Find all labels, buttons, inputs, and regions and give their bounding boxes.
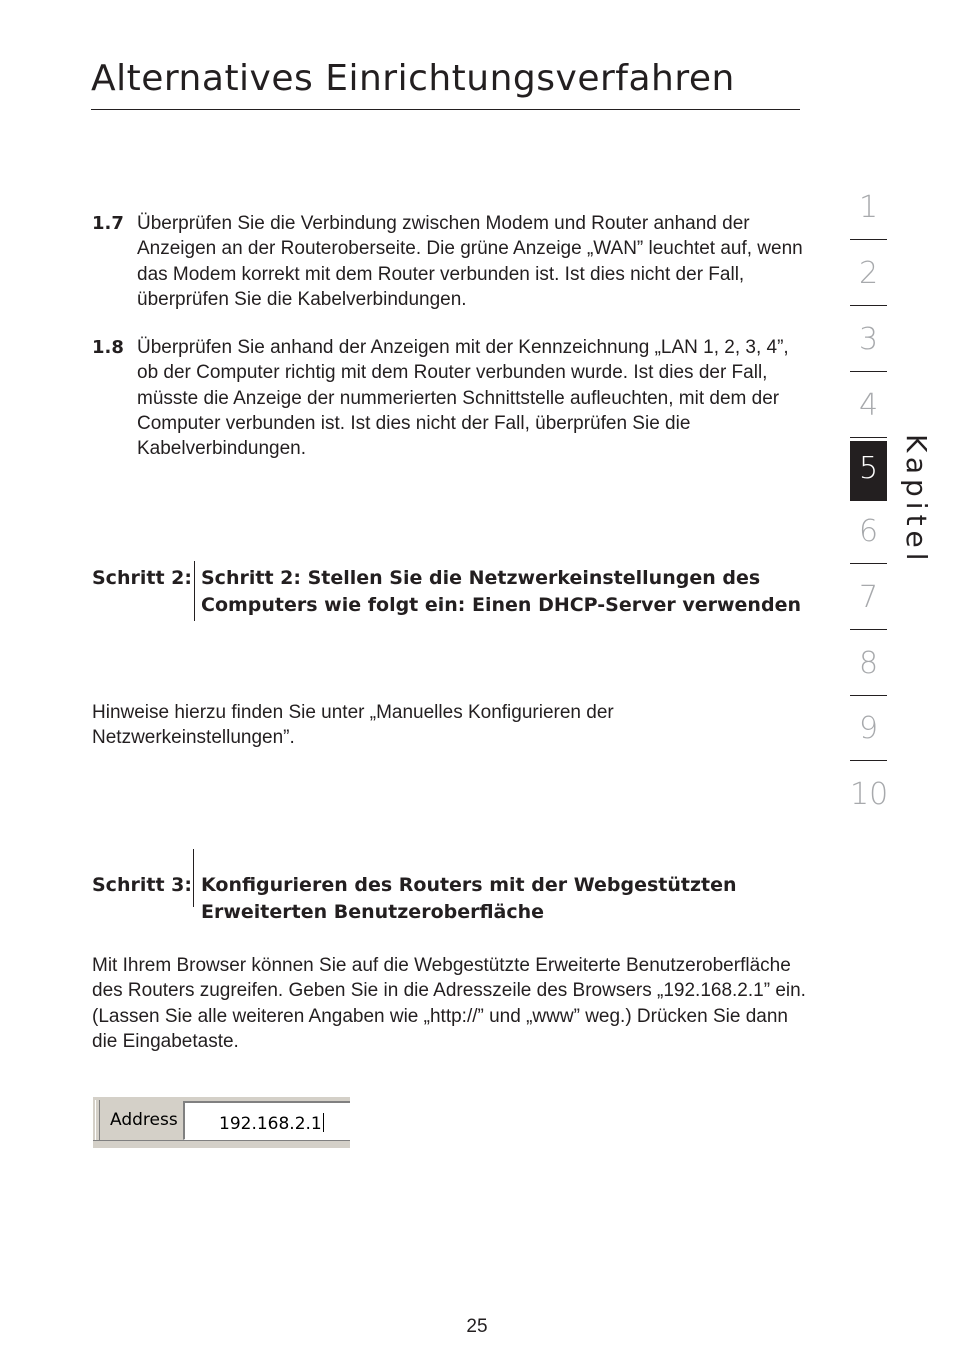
step-1-8 xyxy=(92,335,804,461)
page-title: Alternatives Einrichtungsverfahren xyxy=(91,58,735,99)
page-number: 25 xyxy=(466,1316,488,1337)
chapter-item-9: 9 xyxy=(850,701,887,761)
chapter-item-1: 1 xyxy=(850,180,887,240)
chapter-item-2: 2 xyxy=(850,246,887,306)
schritt-divider xyxy=(194,561,195,621)
address-bar-highlight xyxy=(93,1096,350,1097)
schritt-2-body: Hinweise hierzu finden Sie unter „Manuelles Konfigurieren der Netzwerkeinstellungen”. xyxy=(92,702,614,749)
text-caret-icon xyxy=(323,1113,324,1132)
toolbar-grip-icon xyxy=(95,1100,100,1144)
schritt-label: Schritt 2: xyxy=(92,567,192,589)
schritt-3-body: Mit Ihrem Browser können Sie auf die Webgestützte Erweiterte Benutzeroberfläche des Routers zugreifen. Geben Sie in die Adresszeile des Browsers „192.168.2.1” ein. (Lassen Sie alle weiteren Angaben wie „http://” und „www” weg.) Drücken Sie dann die Eingabetaste. xyxy=(92,955,806,1052)
step-1-7 xyxy=(92,211,804,312)
step-text: Überprüfen Sie anhand der Anzeigen mit der Kennzeichnung „LAN 1, 2, 3, 4”, ob der Computer richtig mit dem Router verbunden wurde. Ist dies der Fall, müsste die Anzeige der nummerierten Schnittstelle aufleuchten, mit dem der Computer verbunden ist. Ist dies nicht der Fall, überprüfen Sie die Kabelverbindungen. xyxy=(137,337,789,460)
chapter-item-8: 8 xyxy=(850,636,887,696)
chapter-item-4: 4 xyxy=(850,378,887,438)
chapter-item-7: 7 xyxy=(850,570,887,630)
chapter-item-5-active: 5 xyxy=(850,441,887,501)
schritt-divider xyxy=(193,849,194,907)
schritt-label: Schritt 3: xyxy=(92,874,192,896)
step-text: Überprüfen Sie die Verbindung zwischen Modem und Router anhand der Anzeigen an der Routeroberseite. Die grüne Anzeige „WAN” leuchtet auf, wenn das Modem korrekt mit dem Router verbunden ist. Ist dies nicht der Fall, überprüfen Sie die Kabelverbindungen. xyxy=(137,213,803,310)
step-number: 1.8 xyxy=(92,337,124,358)
chapter-item-10: 10 xyxy=(850,777,889,812)
schritt-heading: Konfigurieren des Routers mit der Webgestützten Erweiterten Benutzeroberfläche xyxy=(201,874,737,923)
address-label: Address xyxy=(110,1110,178,1130)
schritt-heading: Schritt 2: Stellen Sie die Netzwerkeinstellungen des Computers wie folgt ein: Einen DHCP-Server verwenden xyxy=(201,567,801,616)
address-input[interactable] xyxy=(183,1101,350,1140)
chapter-item-3: 3 xyxy=(850,312,887,372)
kapitel-label: Kapitel xyxy=(900,434,933,566)
title-divider xyxy=(91,109,800,110)
address-value: 192.168.2.1 xyxy=(219,1114,322,1134)
step-number: 1.7 xyxy=(92,213,124,234)
browser-address-bar xyxy=(93,1096,350,1148)
address-bar-lower-toolbar xyxy=(93,1140,350,1148)
chapter-item-6: 6 xyxy=(850,504,887,564)
